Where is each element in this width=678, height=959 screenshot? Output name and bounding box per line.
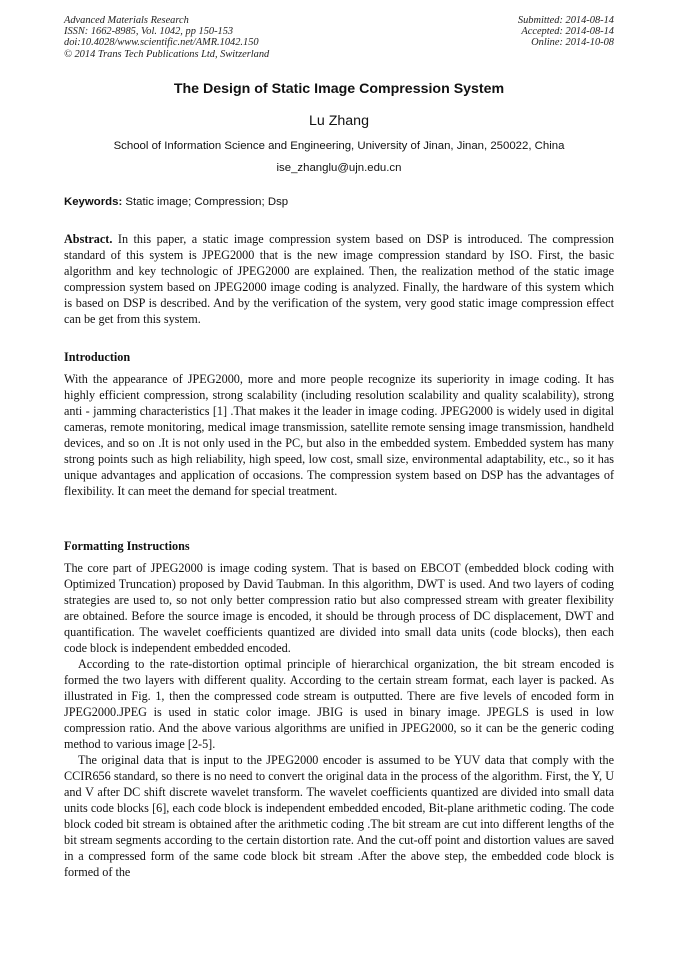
- journal-copyright: © 2014 Trans Tech Publications Ltd, Switzerland: [64, 48, 270, 60]
- keywords: [64, 196, 288, 208]
- accepted-date: Accepted: 2014-08-14: [521, 26, 614, 38]
- formatting-heading: Formatting Instructions: [64, 539, 190, 553]
- submitted-date: Submitted: 2014-08-14: [517, 15, 614, 26]
- journal-info: [64, 15, 269, 60]
- formatting-paragraph-1: The core part of JPEG2000 is image coding system. That is based on EBCOT (embedded block coding with Optimized Truncation) proposed by David Taubman. In this algorithm, DWT is used. And two layers of coding strategies are used to, so not only better compression ratio but also compressed stream with greater flexibility are obtained. Before the source image is encoded, it should be through process of DC displacement, DWT and quantification. The wavelet coefficients quantized are divided into small data units (code blocks), then each code block is independent embedded encoded.: [64, 561, 614, 655]
- keywords-text: Static image; Compression; Dsp: [125, 196, 289, 208]
- online-date: Online: 2014-10-08: [531, 37, 614, 49]
- keywords-label: Keywords:: [64, 196, 123, 208]
- abstract-label: Abstract.: [64, 232, 113, 246]
- formatting-section: [64, 560, 614, 880]
- introduction-text: With the appearance of JPEG2000, more and more people recognize its superiority in image coding. It has highly efficient compression, strong scalability (including resolution scalability and quality scalability), strong anti - jamming characteristics [1] .That makes it the leader in image coding. JPEG2000 is widely used in digital cameras, remote monitoring, medical image transmission, satellite remote sensing image transmission, handheld devices, and so on .It is not only used in the PC, but also in the embedded system. Embedded system has many strong points such as high reliability, high speed, low cost, small size, environmental adaptability, etc., so it has unique advantages and application of occasions. The compression system based on DSP has the advantages of flexibility. It can meet the demand for special treatment.: [64, 372, 614, 498]
- paper-title: The Design of Static Image Compression System: [173, 81, 505, 97]
- author-name: Lu Zhang: [309, 113, 369, 129]
- author-affiliation: School of Information Science and Engineering, University of Jinan, Jinan, 250022, China: [113, 140, 565, 152]
- journal-issn: ISSN: 1662-8985, Vol. 1042, pp 150-153: [64, 26, 234, 38]
- formatting-paragraph-2: According to the rate-distortion optimal principle of hierarchical organization, the bit stream encoded is formed the two layers with different quality. According to the certain stream format, each layer is packed. As illustrated in Fig. 1, then the compressed code stream is outputted. There are five levels of encoded form in JPEG2000.JPEG is used in static color image. JBIG is used in binary image. JPEGLS is used in low compression ratio. And the above various algorithms are unified in JPEG2000, so it can be the generic coding method to various image [2-5].: [64, 657, 614, 751]
- author-email: ise_zhanglu@ujn.edu.cn: [276, 162, 402, 174]
- abstract: [64, 231, 614, 327]
- submission-dates: [518, 15, 614, 49]
- formatting-paragraph-3: The original data that is input to the JPEG2000 encoder is assumed to be YUV data that comply with the CCIR656 standard, so there is no need to convert the original data in the process of the algorithm. First, the Y, U and V after DC shift discrete wavelet transform. The wavelet coefficients quantized are divided into small data units code blocks [6], each code block is independent embedded encoded, Bit-plane arithmetic coding. The code block coded bit stream is obtained after the arithmetic coding .The bit stream are cut into different lengths of the bit stream segments according to the certain distortion rate. And the cut-off point and distortion values are saved in a compressed form of the same code block bit stream .After the above step, the embedded code block is formed of the: [64, 753, 614, 879]
- introduction-heading: Introduction: [64, 350, 131, 364]
- abstract-text: In this paper, a static image compression system based on DSP is introduced. The compression standard of this system is JPEG2000 that is the new image compression standard by ISO. First, the basic algorithm and key technologic of JPEG2000 are explained. Then, the realization method of the static image compression system based on JPEG2000 image coding is analyzed. Finally, the hardware of this system which is based on DSP is described. And by the verification of the system, very good static image compression effect can be get from this system.: [64, 232, 615, 326]
- journal-name: Advanced Materials Research: [64, 15, 189, 26]
- journal-doi: doi:10.4028/www.scientific.net/AMR.1042.150: [64, 37, 259, 49]
